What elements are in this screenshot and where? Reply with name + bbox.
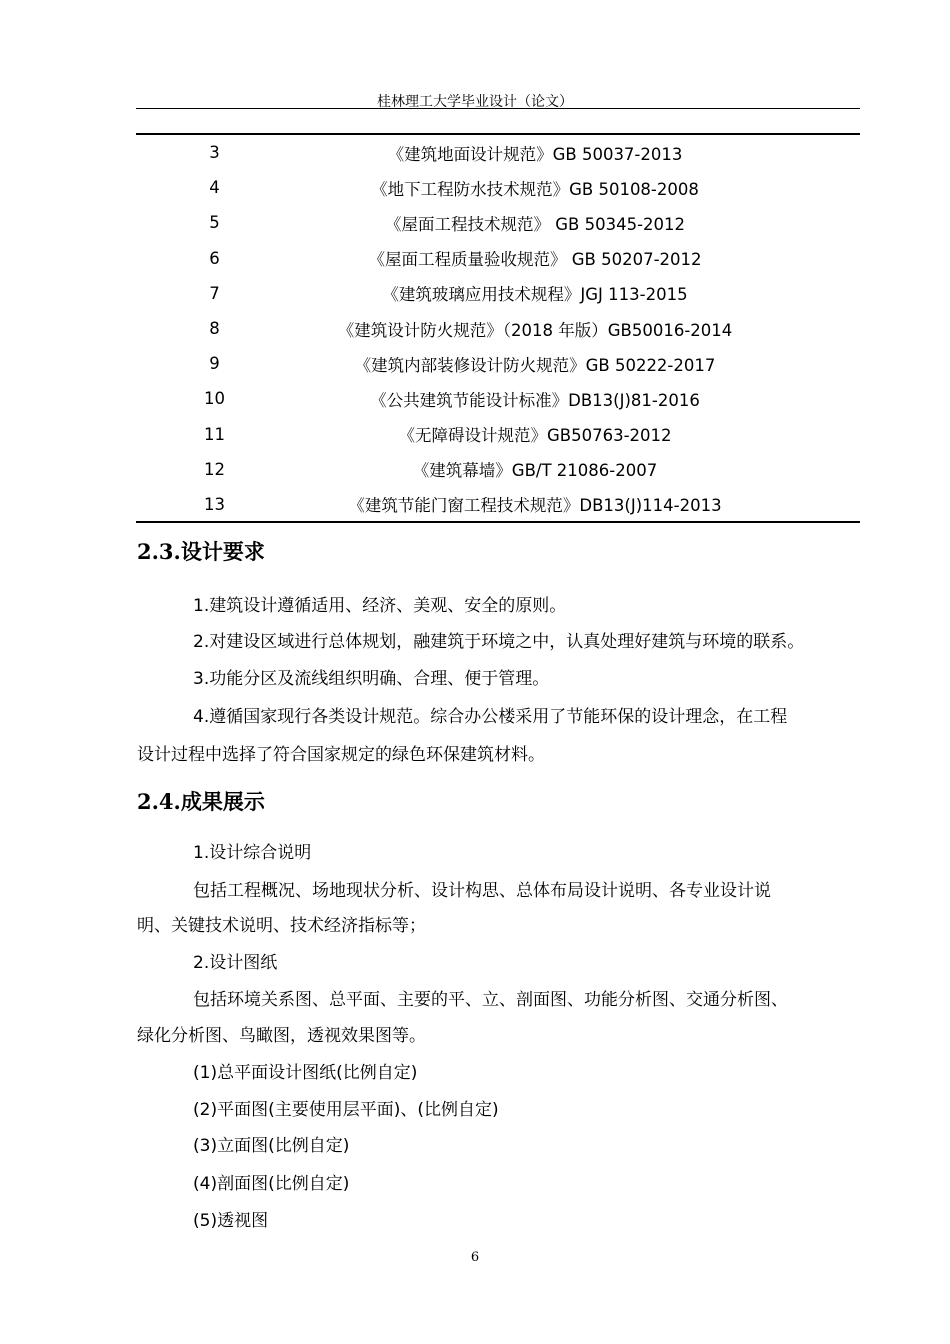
row-number: 6 [209, 248, 220, 268]
row-standard: 《建筑玻璃应用技术规程》JGJ 113-2015 [382, 285, 688, 305]
row-number: 13 [204, 494, 225, 514]
row-standard: 《屋面工程质量验收规范》 GB 50207-2012 [368, 250, 702, 270]
requirement-item: 4.遵循国家现行各类设计规范。综合办公楼采用了节能环保的设计理念，在工程 [193, 707, 788, 727]
header-rule [136, 108, 860, 109]
table-row [136, 311, 860, 346]
table-row [136, 381, 860, 416]
row-number: 3 [209, 143, 220, 163]
drawing-item: (2)平面图(主要使用层平面)、(比例自定) [193, 1100, 499, 1120]
drawing-item: (3)立面图(比例自定) [193, 1136, 350, 1156]
table-row [136, 205, 860, 240]
table-row [136, 170, 860, 205]
row-standard: 《无障碍设计规范》GB50763-2012 [398, 426, 672, 446]
row-number: 8 [209, 319, 220, 339]
drawing-item: (5)透视图 [193, 1211, 269, 1231]
deliverable-line: 包括工程概况、场地现状分析、设计构思、总体布局设计说明、各专业设计说 [193, 881, 771, 901]
deliverable-line: 绿化分析图、鸟瞰图，透视效果图等。 [137, 1026, 426, 1046]
row-standard: 《地下工程防水技术规范》GB 50108-2008 [371, 179, 699, 199]
deliverable-line: 1.设计综合说明 [193, 843, 312, 863]
requirement-item-continued: 设计过程中选择了符合国家规定的绿色环保建筑材料。 [137, 745, 545, 765]
requirement-item: 3.功能分区及流线组织明确、合理、便于管理。 [193, 669, 550, 689]
table-row [136, 276, 860, 311]
running-header: 桂林理工大学毕业设计（论文） [377, 94, 573, 110]
section-heading-2-4: 2.4.成果展示 [137, 789, 265, 814]
drawing-item: (1)总平面设计图纸(比例自定) [193, 1063, 418, 1083]
table-bottom-rule [136, 521, 860, 523]
deliverable-line: 包括环境关系图、总平面、主要的平、立、剖面图、功能分析图、交通分析图、 [193, 990, 788, 1010]
row-standard: 《屋面工程技术规范》 GB 50345-2012 [384, 214, 686, 234]
table-row [136, 346, 860, 381]
table-row [136, 487, 860, 522]
table-row [136, 241, 860, 276]
table-row [136, 417, 860, 452]
row-standard: 《建筑设计防火规范》（2018 年版）GB50016-2014 [337, 320, 733, 340]
deliverable-line: 2.设计图纸 [193, 953, 278, 973]
row-number: 4 [209, 178, 220, 198]
row-number: 7 [209, 283, 220, 303]
section-heading-2-3: 2.3.设计要求 [137, 539, 265, 564]
deliverable-line: 明、关键技术说明、技术经济指标等； [137, 916, 426, 936]
row-number: 5 [209, 213, 220, 233]
row-standard: 《建筑地面设计规范》GB 50037-2013 [387, 144, 683, 164]
row-number: 10 [204, 389, 225, 409]
row-number: 9 [209, 354, 220, 374]
row-number: 11 [204, 424, 225, 444]
drawing-item: (4)剖面图(比例自定) [193, 1174, 350, 1194]
table-row [136, 452, 860, 487]
standards-table [136, 135, 860, 522]
requirement-item: 1.建筑设计遵循适用、经济、美观、安全的原则。 [193, 596, 567, 616]
row-standard: 《公共建筑节能设计标准》DB13(J)81-2016 [370, 390, 700, 410]
page-number: 6 [470, 1250, 480, 1265]
requirement-item: 2.对建设区域进行总体规划，融建筑于环境之中，认真处理好建筑与环境的联系。 [193, 632, 805, 652]
table-row [136, 135, 860, 170]
row-standard: 《建筑节能门窗工程技术规范》DB13(J)114-2013 [348, 496, 722, 516]
row-standard: 《建筑幕墙》GB/T 21086-2007 [412, 461, 658, 481]
row-number: 12 [204, 459, 225, 479]
row-standard: 《建筑内部装修设计防火规范》GB 50222-2017 [354, 355, 716, 375]
